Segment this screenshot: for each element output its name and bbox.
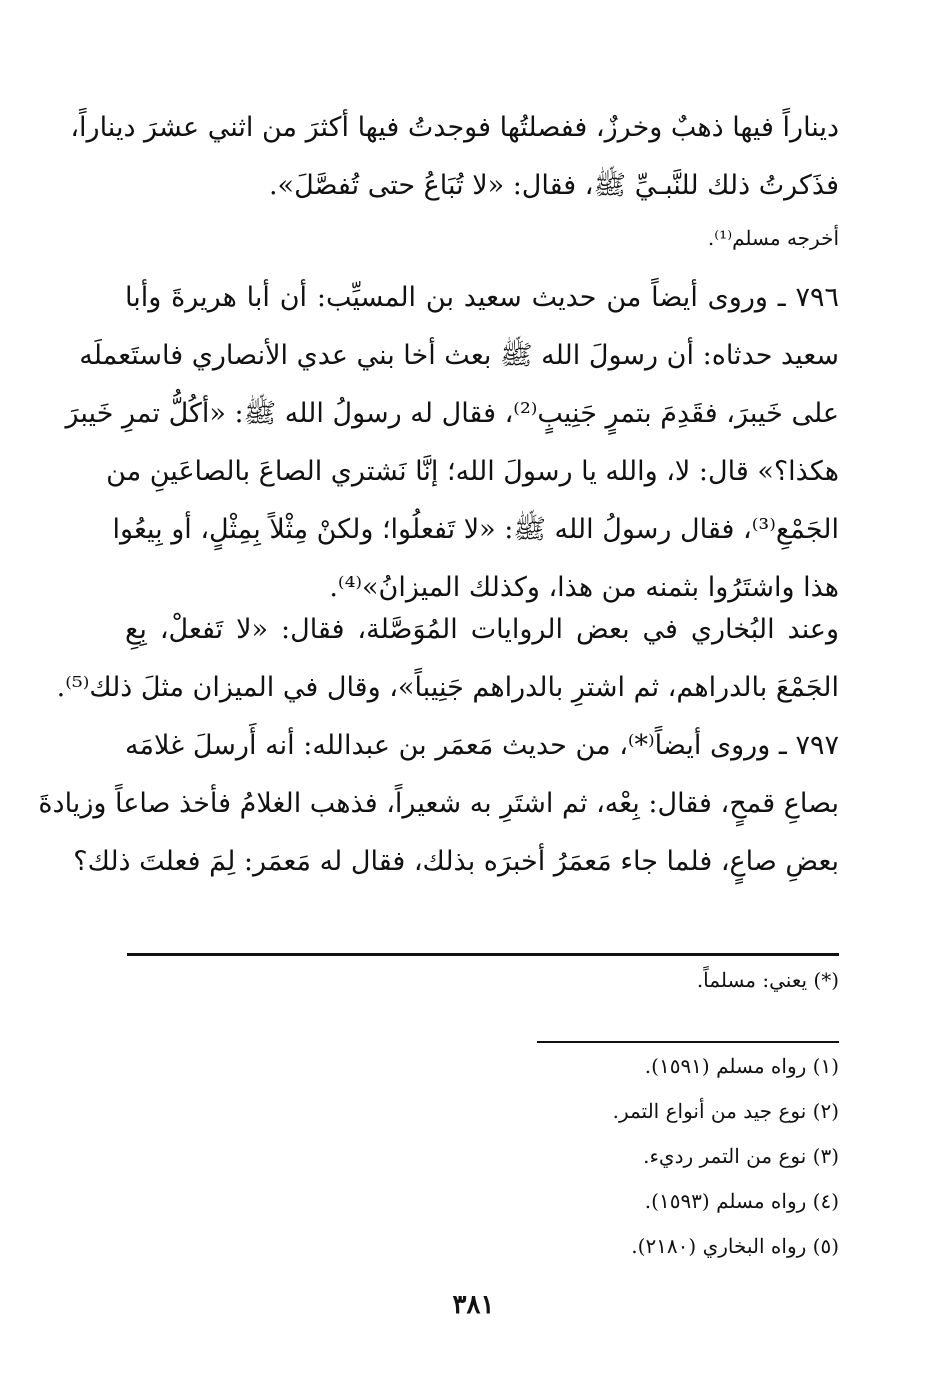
text-line: الجَمْعَ بالدراهم، ثم اشترِ بالدراهم جَنِيباً»، وقال في الميزان مثلَ ذلك⁽⁵⁾. [56, 672, 839, 703]
notes-divider [537, 1041, 839, 1043]
footnote-item: (٣) نوع من التمر رديء. [643, 1144, 839, 1168]
hadith-796 [65, 282, 839, 630]
text-line: ٧٩٧ ـ وروى أيضاً⁽*⁾، من حديث مَعمَر بن عبدالله: أنه أَرسلَ غلامَه [125, 730, 839, 761]
page-number: ٣٨١ [452, 1290, 495, 1320]
text-line: سعيد حدثاه: أن رسولَ الله ﷺ بعث أخا بني عدي الأنصاري فاستَعملَه [79, 340, 839, 371]
source-citation: أخرجه مسلم⁽¹⁾. [707, 226, 839, 250]
text-line: ديناراً فيها ذهبٌ وخرزٌ، ففصلتُها فوجدتُ فيها أكثرَ من اثني عشرَ ديناراً، [70, 112, 839, 143]
text-line: بعضِ صاعٍ، فلما جاء مَعمَرُ أخبرَه بذلك، فقال له مَعمَر: لِمَ فعلتَ ذلك؟ [73, 846, 839, 877]
bukhari-note [56, 614, 839, 730]
text-line: هكذا؟» قال: لا، والله يا رسولَ الله؛ إنَّا نَشتري الصاعَ بالصاعَينِ من [106, 456, 839, 487]
paragraph-continuation [70, 112, 839, 228]
text-line: بصاعِ قمحٍ، فقال: بِعْه، ثم اشتَرِ به شعيراً، فذهب الغلامُ فأخذ صاعاً وزيادةَ [38, 788, 839, 819]
footnote-item: (١) رواه مسلم (١٥٩١). [644, 1054, 839, 1078]
text-line: الجَمْعِ⁽³⁾، فقال رسولُ الله ﷺ: «لا تَفعلُوا؛ ولكنْ مِثْلاً بِمِثْلٍ، أو بِيعُوا [112, 514, 839, 545]
text-line: هذا واشتَرُوا بثمنه من هذا، وكذلك الميزانُ»⁽⁴⁾. [329, 572, 839, 603]
footnote-divider [127, 953, 839, 956]
hadith-797 [38, 730, 839, 904]
text-line: وعند البُخاري في بعض الروايات المُوَصَّلة، فقال: «لا تَفعلْ، بِعِ [125, 614, 839, 645]
star-footnote: (*) يعني: مسلماً. [696, 968, 839, 992]
footnote-item: (٢) نوع جيد من أنواع التمر. [612, 1099, 839, 1123]
footnote-item: (٥) رواه البخاري (٢١٨٠). [631, 1234, 839, 1258]
text-line: على خَيبرَ، فقَدِمَ بتمرٍ جَنِيبٍ⁽²⁾، فقال له رسولُ الله ﷺ: «أكُلُّ تمرِ خَيبرَ [65, 398, 839, 429]
footnotes-list [125, 1052, 839, 1277]
text-line: فذَكرتُ ذلك للنَّبـيِّ ﷺ، فقال: «لا تُبَاعُ حتى تُفصَّلَ». [268, 170, 839, 201]
footnote-item: (٤) رواه مسلم (١٥٩٣). [644, 1189, 839, 1213]
text-line: ٧٩٦ ـ وروى أيضاً من حديث سعيد بن المسيِّب: أن أبا هريرةَ وأبا [125, 282, 839, 313]
